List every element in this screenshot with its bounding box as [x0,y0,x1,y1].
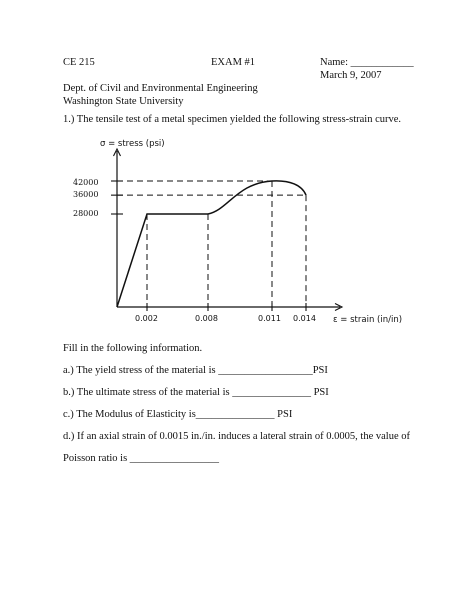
question-a: a.) The yield stress of the material is __________________PSI [63,365,328,376]
x-axis-label: ε = strain (in/in) [333,315,403,325]
department: Dept. of Civil and Environmental Engineering [63,83,258,94]
chart-axes [114,149,343,311]
x-tick-label: 0.008 [195,314,218,323]
strain-hardening-curve [208,181,306,214]
exam-title: EXAM #1 [211,57,256,68]
university: Washington State University [63,96,184,107]
exam-date: March 9, 2007 [320,70,382,81]
y-tick-label: 28000 [73,209,99,218]
question-1: 1.) The tensile test of a metal specimen yielded the following stress-strain curve. [63,114,402,125]
x-tick-label: 0.014 [293,314,316,323]
question-d: d.) If an axial strain of 0.0015 in./in. induces a lateral strain of 0.0005, the value of [63,431,410,442]
y-tick-label: 36000 [73,190,99,199]
question-d-continued: Poisson ratio is _________________ [63,453,220,464]
question-c: c.) The Modulus of Elasticity is_______________ PSI [63,409,293,420]
elastic-plateau-segment [117,214,208,307]
y-axis-label: σ = stress (psi) [100,139,165,149]
y-tick-label: 42000 [73,178,99,187]
course-label: CE 215 [63,57,95,68]
fill-intro: Fill in the following information. [63,343,203,354]
question-b: b.) The ultimate stress of the material is _______________ PSI [63,387,329,398]
x-tick-label: 0.002 [135,314,158,323]
name-field: Name: ____________ [320,57,414,68]
x-tick-label: 0.011 [258,314,281,323]
